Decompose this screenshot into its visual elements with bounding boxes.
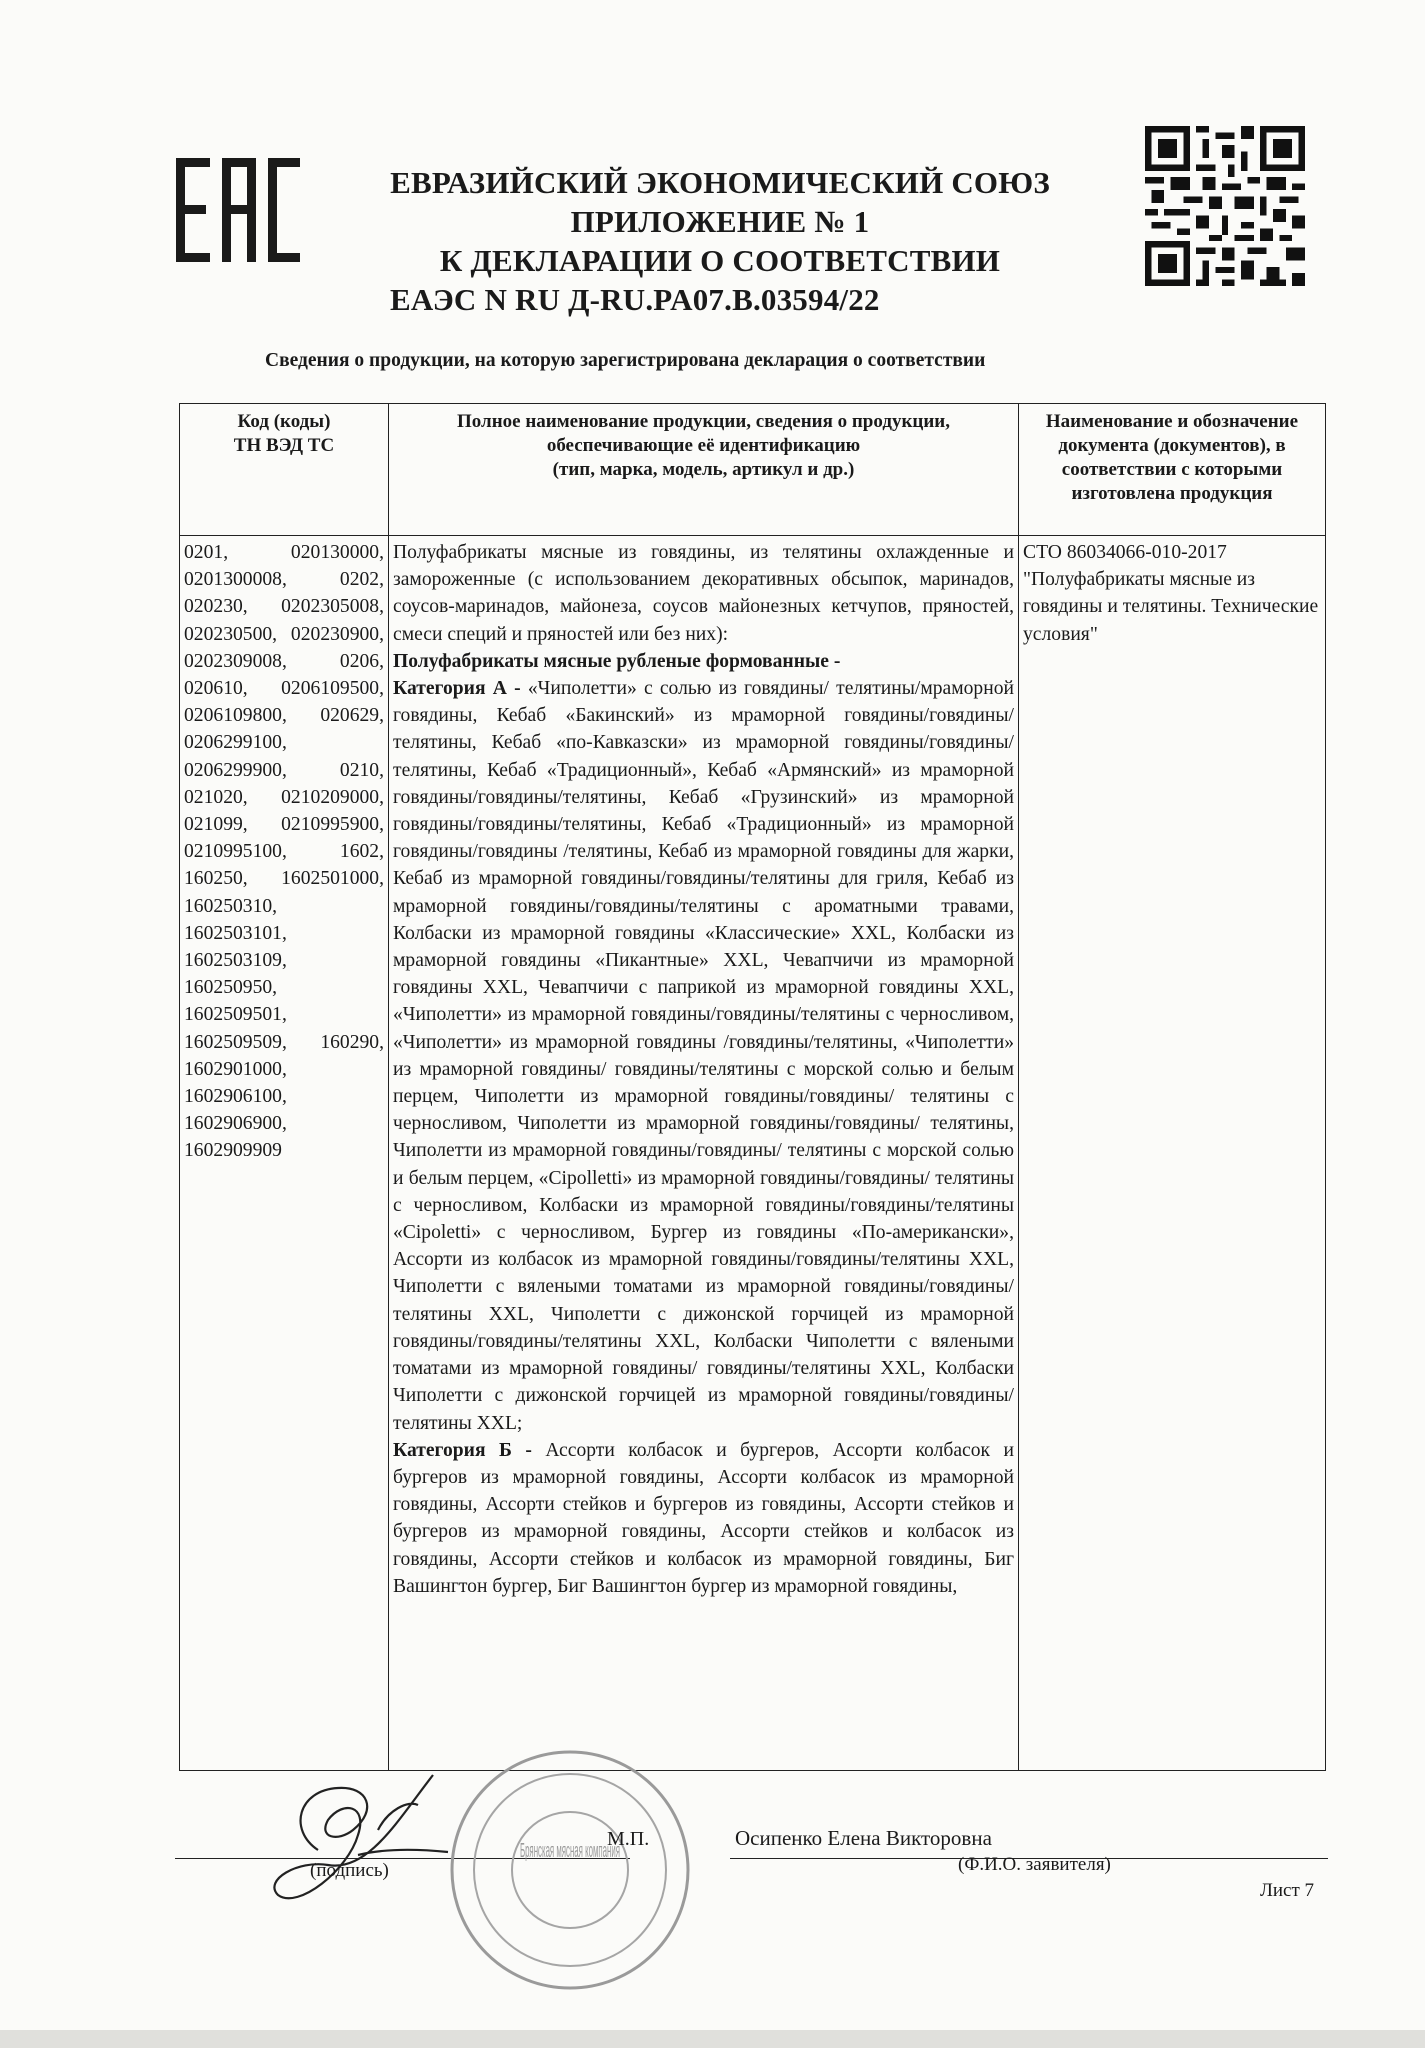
stamp-text: Брянская мясная компания — [520, 1840, 620, 1862]
product-table — [179, 403, 1326, 1771]
description-intro: Полуфабрикаты мясные из говядины, из телятины охлажденные и замороженные (с использованием декоративных обсыпок, маринадов, соусов-маринадов, майонеза, соусов майонезных кетчупов, пряностей, смеси специй и пряностей или без них): — [393, 542, 1014, 645]
qr-code-icon — [1145, 126, 1305, 286]
table-row — [180, 536, 1326, 1771]
company-stamp — [445, 1745, 695, 1995]
sheet-number: Лист 7 — [1260, 1880, 1315, 1901]
description-cell — [389, 536, 1019, 1771]
signature-caption: (подпись) — [310, 1860, 389, 1881]
category-b-text: Ассорти колбасок и бургеров, Ассорти колбасок и бургеров из мраморной говядины, Ассорти колбасок из мраморной говядины, Ассорти стейков и бургеров из говядины, Ассорти стейков и бургеров из мраморной говядины, Ассорти стейков и колбасок из говядины, Ассорти стейков и колбасок из мраморной говядины, Биг Вашингтон бургер, Биг Вашингтон бургер из мраморной говядины, — [393, 1439, 1014, 1597]
handwritten-signature — [258, 1760, 458, 1920]
standard-cell: СТО 86034066-010-2017 "Полуфабрикаты мясные из говядины и телятины. Технические условия" — [1019, 536, 1326, 1771]
scan-edge — [0, 2030, 1425, 2048]
category-a-text: «Чиполетти» с солью из говядины/ телятины/мраморной говядины, Кебаб «Бакинский» из мраморной говядины/говядины/телятины, Кебаб «по-Кавказски» из мраморной говядины/говядины/телятины, Кебаб «Традиционный», Кебаб «Армянский» из мраморной говядины/говядины/телятины, Кебаб «Грузинский» из мраморной говядины/говядины/телятины, Кебаб «Традиционный» из мраморной говядины/говядины /телятины, Кебаб из мраморной говядины для жарки, Кебаб из мраморной говядины/говядины/телятины для гриля, Кебаб из мраморной говядины/говядины/телятины с ароматными травами, Колбаски из мраморной говядины «Классические» XXL, Колбаски из мраморной говядины «Пикантные» XXL, Чевапчичи из мраморной говядины XXL, Чевапчичи с паприкой из мраморной говядины XXL, «Чиполетти» из мраморной говядины/говядины/телятины с черносливом, «Чиполетти» из мраморной говядины /говядины/телятины, «Чиполетти» из мраморной говядины/ говядины/телятины с морской солью и белым перцем, Чиполетти из мраморной говядины/говядины/ телятины с черносливом, Чиполетти из мраморной говядины/говядины/ телятины, Чиполетти из мраморной говядины/говядины/ телятины с морской солью и белым перцем, «Cipolletti» из мраморной говядины/говядины/ телятины с черносливом, Колбаски из мраморной говядины/говядины/телятины «Cipoletti» с черносливом, Бургер из говядины «По-американски», Ассорти из колбасок из мраморной говядины/говядины/телятины XXL, Чиполетти с вялеными томатами из мраморной говядины/говядины/ телятины XXL, Чиполетти с дижонской горчицей из мраморной говядины/говядины/телятины XXL, Колбаски Чиполетти с вялеными томатами из мраморной говядины/ говядины/телятины XXL, Колбаски Чиполетти с дижонской горчицей из мраморной говядины/говядины/телятины XXL; — [393, 678, 1014, 1434]
section-heading: Полуфабрикаты мясные рубленые формованные - — [393, 650, 841, 672]
title-line-1: ЕВРАЗИЙСКИЙ ЭКОНОМИЧЕСКИЙ СОЮЗ — [390, 165, 1050, 200]
table-header-row — [180, 404, 1326, 536]
header-standard-document: Наименование и обозначение документа (документов), в соответствии с которыми изготовлена продукция — [1019, 404, 1326, 536]
codes-cell: 0201, 020130000, 0201300008, 0202, 020230, 0202305008, 020230500, 020230900, 0202309008, 0206, 020610, 0206109500, 0206109800, 020629, 0206299100, 0206299900, 0210, 021020, 0210209000, 021099, 0210995900, 0210995100, 1602, 160250, 1602501000, 160250310, 1602503101, 1602503109, 160250950, 1602509501, 1602509509, 160290, 1602901000, 1602906100, 1602906900, 1602909909 — [180, 536, 389, 1771]
title-line-2: ПРИЛОЖЕНИЕ № 1 — [570, 204, 870, 239]
eac-logo — [176, 158, 300, 262]
header-product-name: Полное наименование продукции, сведения о продукции, обеспечивающие её идентификацию (тип, марка, модель, артикул и др.) — [389, 404, 1019, 536]
title-line-3: К ДЕКЛАРАЦИИ О СООТВЕТСТВИИ — [439, 243, 1001, 278]
category-b-label: Категория Б - — [393, 1439, 532, 1461]
category-a-label: Категория А - — [393, 678, 521, 700]
header-codes: Код (коды) ТН ВЭД ТС — [180, 404, 389, 536]
declaration-number: ЕАЭС N RU Д-RU.PA07.B.03594/22 — [390, 282, 880, 317]
seal-caption: М.П. — [607, 1828, 650, 1850]
applicant-name: Осипенко Елена Викторовна — [735, 1826, 992, 1850]
section-subtitle: Сведения о продукции, на которую зарегистрирована декларация о соответствии — [265, 350, 986, 371]
applicant-caption: (Ф.И.О. заявителя) — [958, 1854, 1111, 1875]
document-title — [340, 163, 1100, 319]
